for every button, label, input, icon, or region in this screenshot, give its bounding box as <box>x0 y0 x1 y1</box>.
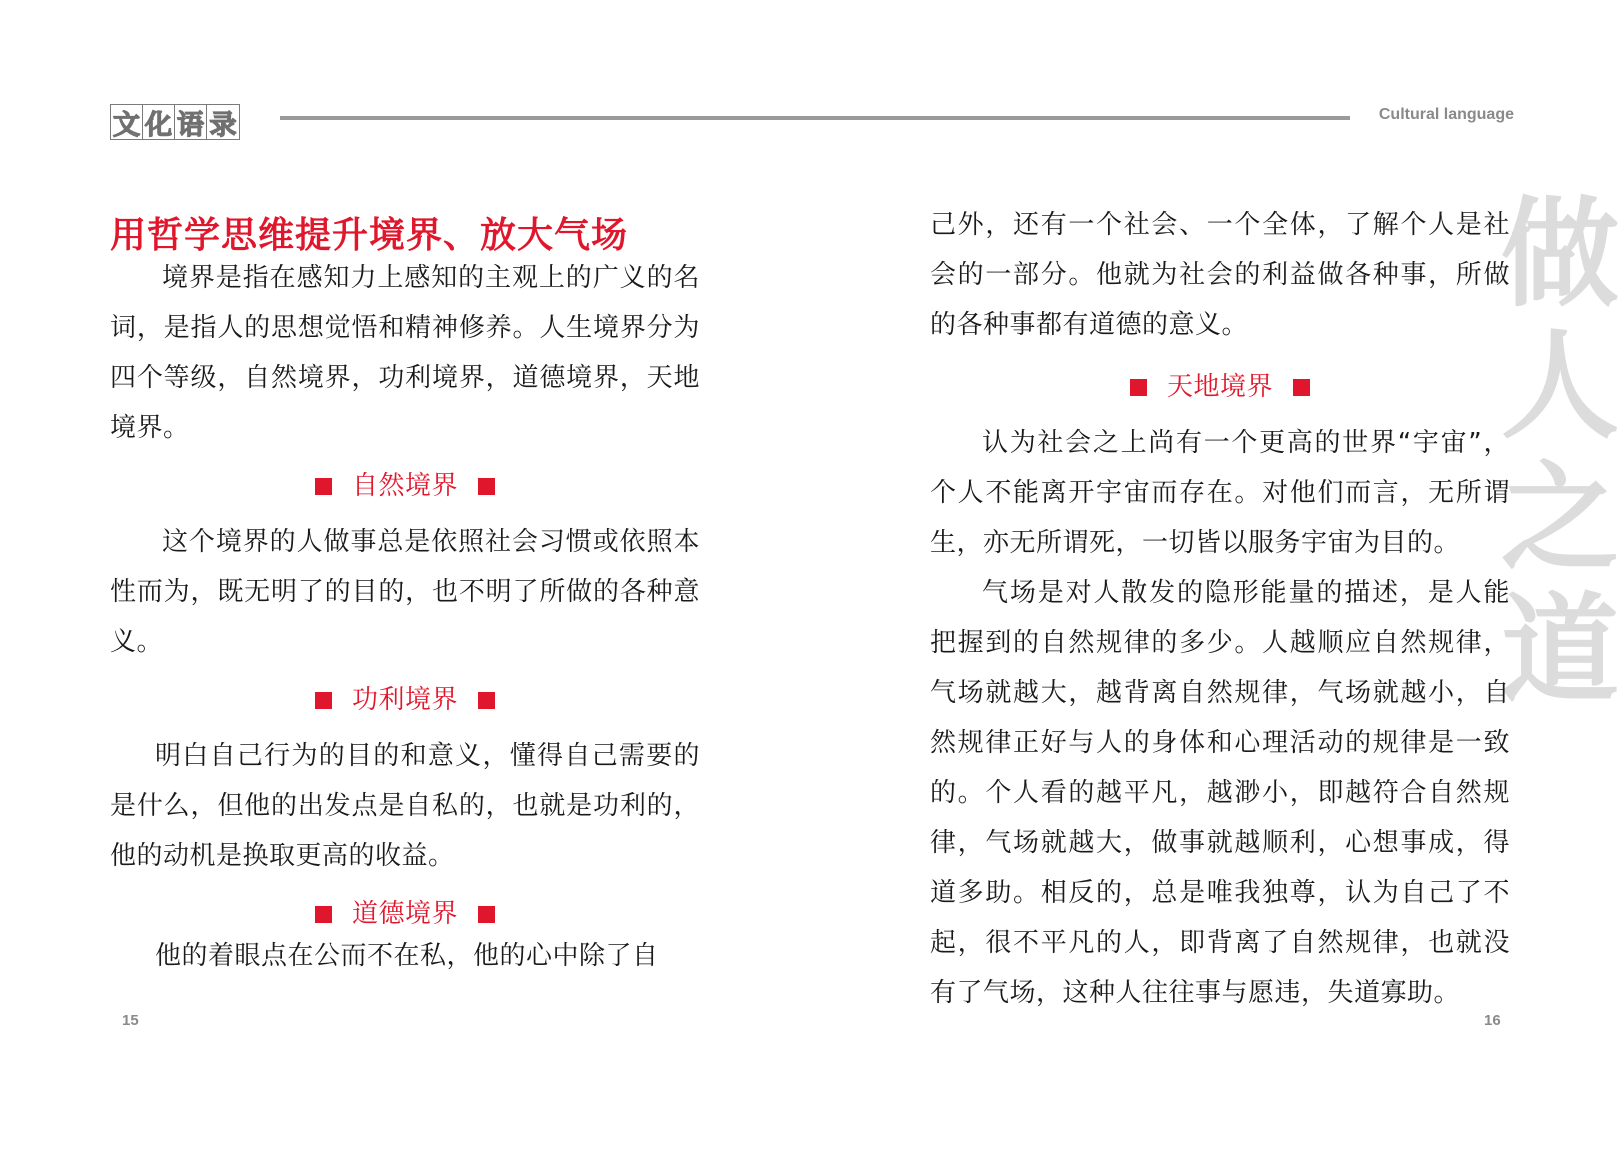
section-heading-label: 自然境界 <box>351 471 458 501</box>
section-heading-label: 天地境界 <box>1166 372 1273 402</box>
side-title-char: 人 <box>1500 316 1619 455</box>
red-square-icon <box>315 692 332 709</box>
heaven-earth-paragraph: 认为社会之上尚有一个更高的世界“宇宙”，个人不能离开宇宙而存在。对他们而言，无所谓生，亦无所谓死，一切皆以服务宇宙为目的。 <box>930 428 1510 558</box>
article-title: 用哲学思维提升境界、放大气场 <box>110 214 629 256</box>
section-heading-label: 道德境界 <box>351 899 458 929</box>
logo-char: 文 <box>111 105 143 139</box>
section-heading-natural <box>110 461 700 511</box>
logo-char: 化 <box>143 105 175 139</box>
side-title-char: 道 <box>1500 580 1619 719</box>
moral-paragraph-continued: 己外，还有一个社会、一个全体，了解个人是社会的一部分。他就为社会的利益做各种事，所做的各种事都有道德的意义。 <box>930 210 1510 340</box>
right-page-column <box>930 200 1510 1018</box>
closing-paragraph: 气场是对人散发的隐形能量的描述，是人能把握到的自然规律的多少。人越顺应自然规律，气场就越大，越背离自然规律，气场就越小，自然规律正好与人的身体和心理活动的规律是一致的。个人看的越平凡，越渺小，即越符合自然规律，气场就越大，做事就越顺利，心想事成，得道多助。相反的，总是唯我独尊，认为自己了不起，很不平凡的人，即背离了自然规律，也就没有了气场，这种人往往事与愿违，失道寡助。 <box>930 578 1510 1008</box>
left-page-column <box>110 253 700 981</box>
header-logo <box>110 104 240 140</box>
natural-paragraph: 这个境界的人做事总是依照社会习惯或依照本性而为，既无明了的目的，也不明了所做的各种意义。 <box>110 527 700 657</box>
page-number-right: 16 <box>1484 1012 1501 1029</box>
side-title-char: 之 <box>1500 448 1619 587</box>
header-english-title: Cultural language <box>1378 106 1514 123</box>
red-square-icon <box>1130 379 1147 396</box>
side-vertical-title <box>1500 184 1620 719</box>
side-title-char: 做 <box>1500 184 1619 323</box>
moral-paragraph-start: 他的着眼点在公而不在私，他的心中除了自 <box>155 941 659 971</box>
logo-char: 录 <box>209 109 237 141</box>
red-square-icon <box>315 906 332 923</box>
red-square-icon <box>478 906 495 923</box>
section-heading-heaven-earth <box>930 362 1510 412</box>
section-heading-label: 功利境界 <box>351 685 458 715</box>
logo-char: 语 <box>175 105 207 139</box>
red-square-icon <box>478 692 495 709</box>
intro-paragraph: 境界是指在感知力上感知的主观上的广义的名词，是指人的思想觉悟和精神修养。人生境界分为四个等级，自然境界，功利境界，道德境界，天地境界。 <box>110 263 700 443</box>
red-square-icon <box>1293 379 1310 396</box>
section-heading-utilitarian <box>110 675 700 725</box>
header-rule <box>280 116 1350 120</box>
red-square-icon <box>478 478 495 495</box>
page-number-left: 15 <box>122 1012 139 1029</box>
red-square-icon <box>315 478 332 495</box>
utilitarian-paragraph: 明白自己行为的目的和意义，懂得自己需要的是什么，但他的出发点是自私的，也就是功利的，他的动机是换取更高的收益。 <box>110 741 700 871</box>
